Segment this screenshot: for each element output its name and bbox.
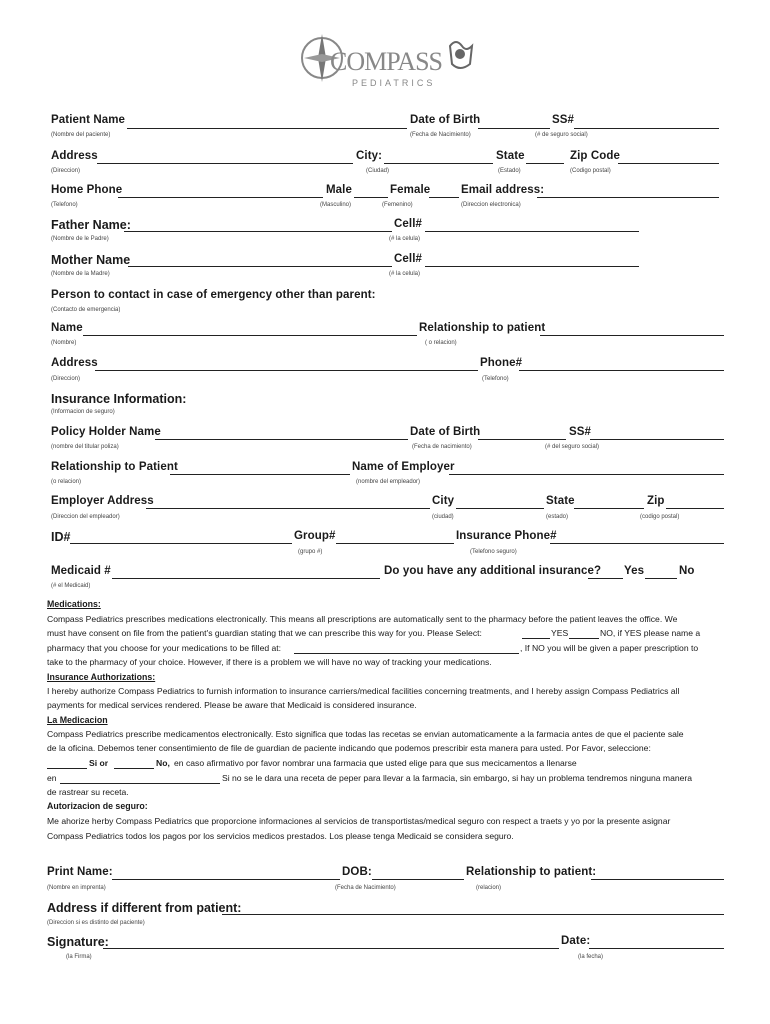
policy-holder-label: Policy Holder Name <box>51 426 161 438</box>
different-address-es: (Direccion si es distinto del paciente) <box>47 920 145 926</box>
different-address-field[interactable] <box>222 914 724 915</box>
id-label: ID# <box>51 530 71 544</box>
employer-city-label: City <box>432 495 455 507</box>
dob-label: DOB: <box>342 866 372 878</box>
mother-cell-label: Cell# <box>394 253 422 265</box>
father-name-field[interactable] <box>124 231 392 232</box>
additional-yes-label: Yes <box>624 565 645 577</box>
city-label: City: <box>356 150 383 162</box>
home-phone-field[interactable] <box>118 197 323 198</box>
emergency-address-es: (Direccion) <box>51 376 81 382</box>
pharmacy-name-field[interactable] <box>294 653 519 654</box>
emergency-name-field[interactable] <box>83 335 417 336</box>
logo-sub: PEDIATRICS <box>352 78 436 88</box>
male-es: (Masculino) <box>320 202 352 208</box>
home-phone-label: Home Phone <box>51 184 123 196</box>
employer-city-field[interactable] <box>456 508 544 509</box>
employer-state-es: (estado) <box>546 514 569 520</box>
autorizacion-heading: Autorizacion de seguro: <box>47 801 148 811</box>
ins-dob-es: (Fecha de nacimiento) <box>412 444 472 450</box>
insurance-heading-es: (Informacion de seguro) <box>51 409 115 415</box>
date-label: Date: <box>561 935 591 947</box>
insurance-auth-line1: I hereby authorize Compass Pediatrics to furnish information to insurance carriers/medical facilities concerning treatments, and I hereby assign Compass Pediatrics all <box>47 686 680 696</box>
medications-no-label: NO, if YES please name a <box>600 628 701 638</box>
ins-relationship-label: Relationship to Patient <box>51 461 178 473</box>
medications-line3: pharmacy that you choose for your medications to be filled at: <box>47 643 282 653</box>
ins-dob-field[interactable] <box>478 439 566 440</box>
employer-zip-field[interactable] <box>666 508 724 509</box>
group-label: Group# <box>294 530 336 542</box>
emergency-relationship-label: Relationship to patient <box>419 322 546 334</box>
si-checkbox[interactable] <box>47 768 87 769</box>
medicaid-es: (# el Medicaid) <box>51 583 91 589</box>
medicacion-en: en <box>47 773 57 783</box>
emergency-phone-label: Phone# <box>480 357 523 369</box>
mother-cell-es: (# la celula) <box>389 271 421 277</box>
id-field[interactable] <box>70 543 292 544</box>
father-name-es: (Nombre de le Padre) <box>51 236 109 242</box>
email-label: Email address: <box>461 184 545 196</box>
medicaid-label: Medicaid # <box>51 565 111 577</box>
signature-field[interactable] <box>103 948 559 949</box>
zip-label: Zip Code <box>570 150 620 162</box>
ins-relationship-es: (o relacion) <box>51 479 82 485</box>
medications-heading: Medications: <box>47 599 101 609</box>
patient-dob-field[interactable] <box>478 128 550 129</box>
email-es: (Direccion electronica) <box>461 202 521 208</box>
father-cell-es: (# la celula) <box>389 236 421 242</box>
mother-name-field[interactable] <box>128 266 392 267</box>
state-label: State <box>496 150 525 162</box>
group-es: (grupo #) <box>298 549 323 555</box>
male-checkbox[interactable] <box>354 197 388 198</box>
medications-line1: Compass Pediatrics prescribes medications electronically. This means all prescriptions are automatically sent to the pharmacy before the patient leaves the office. We <box>47 614 678 624</box>
patient-ss-field[interactable] <box>574 128 719 129</box>
relationship-field[interactable] <box>591 879 724 880</box>
insurance-heading: Insurance Information: <box>51 392 187 406</box>
emergency-relationship-es: ( o relacion) <box>425 340 457 346</box>
print-name-field[interactable] <box>112 879 340 880</box>
farmacia-field[interactable] <box>60 783 220 784</box>
medications-line4: take to the pharmacy of your choice. However, if there is a problem we will have no way of tracking your medications. <box>47 657 492 667</box>
emergency-address-label: Address <box>51 357 98 369</box>
si-label: Si or <box>89 758 109 768</box>
patient-dob-label: Date of Birth <box>410 114 481 126</box>
dob-field[interactable] <box>372 879 464 880</box>
print-name-label: Print Name: <box>47 866 113 878</box>
employer-label: Name of Employer <box>352 461 455 473</box>
additional-insurance-label: Do you have any additional insurance? <box>384 565 602 577</box>
dob-es: (Fecha de Nacimiento) <box>335 885 396 891</box>
emergency-heading-es: (Contacto de emergencia) <box>51 307 121 313</box>
email-field[interactable] <box>537 197 719 198</box>
employer-state-label: State <box>546 495 575 507</box>
compass-logo-icon <box>300 28 480 98</box>
patient-ss-es: (# de seguro social) <box>535 132 588 138</box>
emergency-relationship-field[interactable] <box>540 335 724 336</box>
employer-es: (nombre del empleador) <box>356 479 421 485</box>
emergency-address-field[interactable] <box>95 370 478 371</box>
city-es: (Ciudad) <box>366 168 390 174</box>
ins-ss-label: SS# <box>569 426 592 438</box>
patient-dob-es: (Fecha de Nacimiento) <box>410 132 471 138</box>
autorizacion-line1: Me ahorize herby Compass Pediatrics que proporcione informaciones al servicios de transportistas/medical seguro con respect a traets y yo por la presente asignar <box>47 816 671 826</box>
patient-name-field[interactable] <box>127 128 407 129</box>
mother-name-es: (Nombre de la Madre) <box>51 271 110 277</box>
insurance-phone-field[interactable] <box>550 543 724 544</box>
insurance-phone-label: Insurance Phone# <box>456 530 557 542</box>
phone-es: (Telefono) <box>51 202 78 208</box>
zip-es: (Codigo postal) <box>570 168 611 174</box>
mother-name-label: Mother Name <box>51 253 131 267</box>
address-label: Address <box>51 150 98 162</box>
print-name-es: (Nombre en imprenta) <box>47 885 106 891</box>
medications-yes-checkbox[interactable] <box>522 638 550 639</box>
medications-line2: must have consent on file from the patient's guardian stating that we can prescribe this way for you. Please Select: <box>47 628 482 638</box>
date-field[interactable] <box>589 948 724 949</box>
ins-ss-field[interactable] <box>590 439 724 440</box>
medicacion-line2: de la oficina. Debemos tener consentimiento de file de guardian de paciente indicando que podemos prescribir esta manera para usted. Por Favor, seleccione: <box>47 743 651 753</box>
employer-address-es: (Direccion del empleador) <box>51 514 120 520</box>
employer-address-field[interactable] <box>146 508 430 509</box>
policy-holder-field[interactable] <box>155 439 408 440</box>
employer-zip-es: (codigo postal) <box>640 514 680 520</box>
no-label: No, <box>156 758 170 768</box>
policy-holder-es: (nombre del titular poliza) <box>51 444 119 450</box>
logo-brand: COMPASS <box>330 47 443 76</box>
patient-name-label: Patient Name <box>51 114 126 126</box>
female-checkbox[interactable] <box>429 197 459 198</box>
ins-relationship-field[interactable] <box>170 474 350 475</box>
mother-cell-field[interactable] <box>425 266 639 267</box>
father-name-label: Father Name: <box>51 218 131 232</box>
employer-address-label: Employer Address <box>51 495 154 507</box>
additional-no-label: No <box>679 565 695 577</box>
father-cell-field[interactable] <box>425 231 639 232</box>
group-field[interactable] <box>336 543 454 544</box>
insurance-phone-es: (Telefono seguro) <box>470 549 517 555</box>
city-field[interactable] <box>384 163 493 164</box>
no-checkbox[interactable] <box>114 768 154 769</box>
date-es: (la fecha) <box>578 954 604 960</box>
employer-field[interactable] <box>449 474 724 475</box>
medicaid-field[interactable] <box>112 578 380 579</box>
state-es: (Estado) <box>498 168 521 174</box>
different-address-label: Address if different from patient: <box>47 901 242 915</box>
relationship-es: (relacion) <box>476 885 502 891</box>
autorizacion-line2: Compass Pediatrics todos los pagos por los servicios medicos prestados. Los please tenga Medicaid se considera seguro. <box>47 831 514 841</box>
state-field[interactable] <box>526 163 564 164</box>
address-field[interactable] <box>97 163 353 164</box>
female-es: (Femenino) <box>382 202 413 208</box>
medicacion-heading: La Medicacion <box>47 715 108 725</box>
medications-no-checkbox[interactable] <box>569 638 599 639</box>
employer-zip-label: Zip <box>647 495 665 507</box>
emergency-phone-es: (Telefono) <box>482 376 509 382</box>
medicacion-line5: de rastrear su receta. <box>47 787 129 797</box>
zip-field[interactable] <box>618 163 719 164</box>
insurance-auth-line2: payments for medical services rendered. Please be aware that Medicaid is considered insurance. <box>47 700 417 710</box>
compass-pediatrics-logo <box>300 28 480 98</box>
emergency-name-es: (Nombre) <box>51 340 77 346</box>
employer-state-field[interactable] <box>574 508 644 509</box>
employer-city-es: (ciudad) <box>432 514 454 520</box>
medicacion-line4: Si no se le dara una receta de peper para llevar a la farmacia, sin embargo, si hay un problema tendremos ninguna manera <box>222 773 693 783</box>
emergency-name-label: Name <box>51 322 83 334</box>
insurance-auth-heading: Insurance Authorizations: <box>47 672 156 682</box>
father-cell-label: Cell# <box>394 218 422 230</box>
patient-name-es: (Nombre del paciente) <box>51 132 111 138</box>
signature-es: (la Firma) <box>66 954 92 960</box>
medicacion-line3: en caso afirmativo por favor nombrar una farmacia que usted elige para que sus mecicamentos a llenarse <box>174 758 577 768</box>
male-label: Male <box>326 184 352 196</box>
relationship-label: Relationship to patient: <box>466 866 597 878</box>
patient-ss-label: SS# <box>552 114 575 126</box>
emergency-phone-field[interactable] <box>519 370 724 371</box>
additional-no-checkbox[interactable] <box>645 578 677 579</box>
emergency-heading: Person to contact in case of emergency other than parent: <box>51 289 376 301</box>
medicacion-line1: Compass Pediatrics prescribe medicamentos electronically. Esto significa que todas las recetas se envian automaticamente a la farmacia antes de que el paciente sale <box>47 729 684 739</box>
additional-yes-checkbox[interactable] <box>588 578 623 579</box>
medications-line3b: , If NO you will be given a paper prescription to <box>520 643 699 653</box>
signature-label: Signature: <box>47 935 109 949</box>
ins-ss-es: (# del seguro social) <box>545 444 600 450</box>
female-label: Female <box>390 184 431 196</box>
address-es: (Direccion) <box>51 168 81 174</box>
ins-dob-label: Date of Birth <box>410 426 481 438</box>
medications-yes-label: YES <box>551 628 569 638</box>
